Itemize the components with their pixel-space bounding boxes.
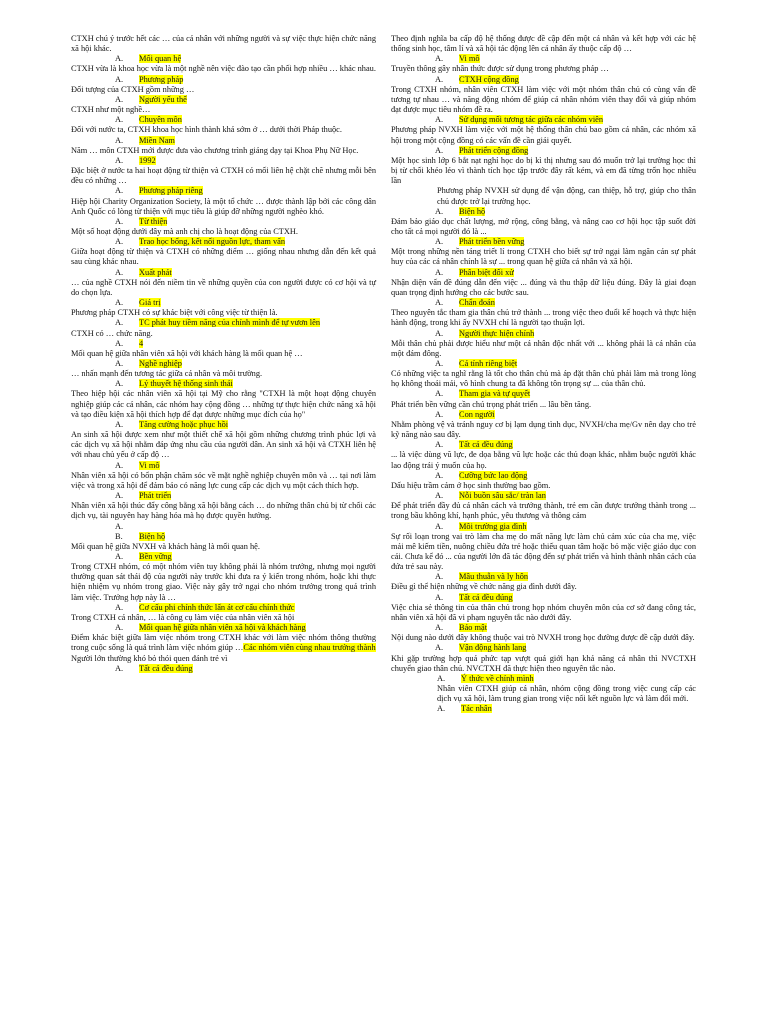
answer-line [71,95,376,105]
answer-line [391,572,696,582]
option-letter: A. [115,155,124,165]
option-letter: A. [115,491,124,501]
question-text: Đảm bảo giáo dục chất lượng, mở rộng, công bằng, và nâng cao cơ hội học tập suốt đời cho tất cả mọi người đó là ... [391,216,696,236]
answer-line [71,318,376,328]
answer-line [391,674,696,684]
question-text-part: Điểm khác biệt giữa làm việc nhóm trong CTXH khác với làm việc nhóm thông thường trong cuộc sống là quá trình làm việc nhóm giúp … [71,633,376,653]
question-text: … nhấn mạnh đến tương tác giữa cá nhân và môi trường. [71,369,263,379]
highlighted-answer: Phát triển cộng đồng [459,145,529,155]
answer-line [391,491,696,501]
highlighted-answer: Nghề nghiệp [139,359,182,368]
question-text: Đặc biệt ở nước ta hai hoạt động từ thiện và CTXH có mối liên hệ chặt chẽ nhưng mỗi bên đều có những … [71,166,376,186]
question-text: Việc chia sẻ thông tin của thân chủ trong họp nhóm chuyên môn của cơ sở đang công tác, nhân viên xã hội đã vi phạm nguyên tắc nào dưới đây. [391,602,696,622]
answer-line [71,237,376,247]
option-letter: A. [115,419,124,429]
highlighted-answer: Trao học bổng, kết nối nguồn lực, tham vấn [139,237,286,247]
option-letter: A. [115,267,124,277]
answer-line [71,491,376,501]
option-letter: A. [435,592,444,602]
option-letter: A. [435,389,444,399]
option-letter: A. [435,298,444,308]
question-text: Mỗi thân chủ phải được hiểu như một cá nhân độc nhất với ... không phải là cá nhân của một đám đông. [391,338,696,358]
answer-line [71,522,376,532]
option-letter: A. [115,359,124,368]
answer-line [391,207,696,217]
option-letter: A. [115,602,124,612]
highlighted-answer: Vi mô [139,460,160,470]
highlighted-answer: 1992 [139,155,156,165]
question-text: Mối quan hệ giữa NVXH và khách hàng là mối quan hệ. [71,541,260,551]
answer-line [391,268,696,278]
option-letter: A. [435,54,444,64]
option-letter: A. [115,135,124,145]
highlighted-answer: Vi mô [459,54,480,64]
option-letter: A. [115,186,124,196]
highlighted-answer: Mối quan hệ giữa nhân viên xã hội và khách hàng [139,623,306,633]
answer-line [391,329,696,339]
answer-line [71,623,376,633]
question-text: Theo nguyên tắc tham gia thân chủ trở thành ... trong việc theo đuổi kế hoạch và thực hiện hành động, trong khi ấy NVXH chỉ là người tạo thuận lợi. [391,308,696,328]
answer-line [391,359,696,369]
question-text [71,633,376,653]
option-letter: A. [115,623,124,633]
option-letter: A. [115,663,124,673]
answer-line [71,298,376,308]
answer-line [391,115,696,125]
highlighted-answer: Cá tính riêng biệt [459,359,518,368]
option-letter: A. [435,328,444,338]
option-letter: A. [435,115,444,125]
answer-line [391,54,696,64]
highlighted-answer: Con người [459,409,495,419]
answer-line [391,440,696,450]
highlighted-answer: TC phát huy tiềm năng của chính mình để tự vươn lên [139,318,320,328]
question-text: Giữa hoạt động từ thiện và CTXH có những điểm … giống nhau nhưng dẫn đến kết quả sau cùng khác nhau. [71,247,376,267]
question-text: An sinh xã hội được xem như một thiết chế xã hội gồm những chương trình phúc lợi và các dịch vụ xã hội nhằm đáp ứng nhu cầu của người dân. An sinh xã hội và CTXH liên hệ với nhau chủ yếu ở cấp độ … [71,430,376,460]
highlighted-answer: Lý thuyết hệ thống sinh thái [139,379,233,389]
highlighted-answer: Các nhóm viên cùng nhau trưởng thành [243,643,376,653]
question-text: Một số hoạt động dưới đây mà anh chị cho là hoạt động của CTXH. [71,226,298,236]
highlighted-answer: Phương pháp [139,74,184,84]
question-text: Nhân viên xã hội thúc đẩy công bằng xã hội bằng cách … do những thân chủ bị từ chối các dịch vụ, tài nguyên hay hàng hóa mà họ được quyền hưởng. [71,501,376,521]
option-letter: B. [115,531,123,541]
question-text: … của nghề CTXH nói đến niềm tin về những quyền của con người được có cơ hội và tự do chọn lựa. [71,277,376,297]
question-text: Trong CTXH nhóm, nhân viên CTXH làm việc với một nhóm thân chủ có cùng vấn đề tương tự nhau … và năng động nhóm để giúp cá nhân nhóm viên thay đổi và giúp nhóm đạt được mục tiêu nhóm đề ra. [391,84,696,115]
highlighted-answer: Biện hộ [139,531,166,541]
highlighted-answer: Ý thức về chính mình [461,673,534,683]
option-letter: A. [435,470,444,480]
answer-line [391,389,696,399]
question-text: Sự rối loạn trong vai trò làm cha mẹ do mất năng lực làm chủ cảm xúc của cha mẹ, việc mải mê kiếm tiền, nuông chiều đứa trẻ hoặc thiếu quan tâm hoặc bỏ mặc việc giáo dục con cái. Chưa kể đó ... của người lớn đã tác động đến sự phát triển và hình thành nhân cách của đứa trẻ sau này. [391,531,696,572]
answer-line [71,379,376,389]
highlighted-answer: Tất cả đều đúng [139,663,193,673]
question-text: Một học sinh lớp 6 bắt nạt nghỉ học do bị kì thị nhưng sau đó muốn trở lại trường học thì bị từ chối khéo léo vì thành tích học tập trước đây rất kém, và em đã từng trốn học nhiều lần [391,155,696,186]
answer-line [71,339,376,349]
option-letter: A. [435,572,444,582]
question-text: Nhân viên xã hội có bổn phận chăm sóc về mặt nghề nghiệp chuyên môn và … tại nơi làm việc và trong xã hội để đảm bảo có năng lực cung cấp các dịch vụ một cách thích hợp. [71,470,376,490]
highlighted-answer: Bền vững [139,551,172,561]
question-text: CTXH có … chức năng. [71,328,153,338]
question-text: Phương pháp NVXH sử dụng để vận động, can thiệp, hỗ trợ, giúp cho thân chủ được trở lại trường học. [437,186,696,206]
answer-line [71,420,376,430]
answer-line [71,75,376,85]
answer-line [71,136,376,146]
question-text: Theo hiệp hội các nhân viên xã hội tại Mỹ cho rằng "CTXH là một hoạt động chuyên nghiệp giúp các cá nhân, các nhóm hay cộng đồng … những tự thực hiện chức năng xã hội và tạo điều kiện xã hội thích hợp để đạt được những mục đích của họ" [71,389,376,419]
highlighted-answer: Phương pháp riêng [139,186,203,196]
option-letter: A. [115,54,124,64]
highlighted-answer: Xuất phát [139,267,172,277]
highlighted-answer: Người yếu thế [139,94,187,104]
highlighted-answer: Tăng cường hoặc phục hồi [139,419,229,429]
answer-line [391,298,696,308]
option-letter: A. [435,74,444,84]
option-letter: A. [115,237,124,247]
question-text: Người lớn thường khó bỏ thói quen đánh trẻ vì [71,653,228,663]
question-text: Nhận diện vấn đề đúng dẫn đến việc ... đúng và thu thập dữ liệu đúng. Đây là giai đoạn quan trọng định hướng cho các bước sau. [391,277,696,297]
option-letter: A. [115,94,124,104]
question-text: Truyền thông gây nhân thức được sử dụng trong phương pháp … [391,64,609,74]
highlighted-answer: Tất cả đều đúng [459,440,513,450]
answer-line [391,471,696,481]
highlighted-answer: Sử dụng mối tương tác giữa các nhóm viên [459,115,604,125]
answer-line [391,593,696,603]
option-letter: A. [115,216,124,226]
answer-line [71,603,376,613]
question-text: Năm … môn CTXH mới được đưa vào chương trình giảng dạy tại Khoa Phụ Nữ Học. [71,145,359,155]
question-text: Hiệp hội Charity Organization Society, là một tổ chức … được thành lập bởi các công dân Anh Quốc có lòng từ thiện với mục tiêu là giúp đỡ những người nghèo khó. [71,196,376,216]
answer-line [71,268,376,278]
highlighted-answer: Từ thiện [139,216,168,226]
highlighted-answer: Cơ cấu phi chính thức lấn át cơ cấu chính thức [139,602,295,612]
option-letter: A. [115,338,124,348]
question-text: Phương pháp NVXH làm việc với một hệ thống thân chủ bao gồm cá nhân, các nhóm xã hội trong một cộng đồng có các vấn đề cần giải quyết. [391,125,696,145]
option-letter: A. [435,145,444,155]
option-letter: A. [435,440,444,450]
question-text: CTXH như một nghề… [71,105,151,115]
highlighted-answer: Mâu thuẫn và ly hôn [459,572,529,582]
highlighted-answer: Tất cả đều đúng [459,592,513,602]
answer-line [71,461,376,471]
highlighted-answer: Môi trường gia đình [459,521,527,531]
option-letter: A. [435,206,444,216]
option-letter: A. [115,460,124,470]
left-column [71,34,376,674]
option-letter: A. [437,704,446,714]
question-text: Phát triển bền vững cần chú trọng phát triển ... lâu bền tăng. [391,399,592,409]
question-text: Đối tượng của CTXH gồm những … [71,84,195,94]
answer-line [391,704,696,714]
option-letter: A. [435,409,444,419]
question-text: Nhân viên CTXH giúp cá nhân, nhóm cộng đồng trong việc cung cấp các dịch vụ xã hội, làm trung gian trong việc nối kết nguồn lực và làm đổi mới. [437,684,696,704]
question-text: CTXH chú ý trước hết các … của cá nhân với những người và sự việc thực hiện chức năng xã hội khác. [71,34,376,54]
answer-line [71,217,376,227]
answer-line [71,115,376,125]
option-letter: A. [435,623,444,633]
answer-line [391,146,696,156]
highlighted-answer: Chuyên môn [139,115,182,125]
question-text: Đối với nước ta, CTXH khoa học hình thành khá sớm ở … dưới thời Pháp thuộc. [71,125,342,135]
question-text: Điều gì thể hiện những về chức năng gia đình dưới đây. [391,582,577,592]
option-letter: A. [435,491,444,501]
highlighted-answer: Vận động hành lang [459,643,527,653]
highlighted-answer: Phát triển [139,491,172,501]
answer-line [71,54,376,64]
option-letter: A. [435,237,444,247]
answer-line [71,359,376,369]
highlighted-answer: Phát triển bền vững [459,237,525,247]
highlighted-answer: Tham gia và tự quyết [459,389,531,399]
option-letter: A. [115,298,124,308]
highlighted-answer: CTXH cộng đồng [459,74,519,84]
answer-line [391,643,696,653]
question-text: Phương pháp CTXH có sự khác biệt với công việc từ thiện là. [71,308,278,318]
question-text: Mối quan hệ giữa nhân viên xã hội với khách hàng là mối quan hệ … [71,348,303,358]
question-text: Một trong những nền tảng triết lí trong CTXH cho biết sự trở ngại làm ngăn cản sự phát huy của các cá nhân chính là sự ... trong quan hệ giữa cá nhân và xã hội. [391,247,696,267]
option-letter: A. [435,267,444,277]
highlighted-answer: Chẩn đoán [459,298,495,308]
highlighted-answer: Người thực hiện chính [459,328,535,338]
highlighted-answer: Miền Nam [139,135,175,145]
highlighted-answer: 4 [139,338,144,348]
option-letter: A. [115,318,124,328]
answer-line [71,532,376,542]
answer-line [391,623,696,633]
question-text: Để phát triển đầy đủ cá nhân cách và trưởng thành, trẻ em cần được trưởng thành trong ... trong bầu không khí, hạnh phúc, yêu thương và thông cảm [391,501,696,521]
highlighted-answer: Giá trị [139,298,161,308]
option-letter: A. [115,115,124,125]
question-text: CTXH vừa là khoa học vừa là một nghề nên việc đào tạo cần phối hợp nhiều … khác nhau. [71,64,376,74]
question-text: Theo định nghĩa ba cấp độ hệ thống được đề cập đến một cá nhân và kết hợp với các hệ thống sinh học, tâm lí và xã hội tác động lên cá nhân ấy thuộc cấp độ … [391,34,696,54]
option-letter: A. [435,359,444,368]
answer-line [391,522,696,532]
question-text: Khi gặp trường hợp quá phức tạp vượt quá giới hạn khả năng cá nhân thì NVCTXH chuyển giao thân chủ. NVCTXH đã thực hiện theo nguyên tắc nào. [391,653,696,673]
question-text: Nhằm phòng vệ và tránh nguy cơ bị lạm dụng tình dục, NVXH/cha mẹ/Gv nên dạy cho trẻ kỹ năng nào sau đây. [391,419,696,440]
option-letter: A. [435,643,444,653]
question-text: Trong CTXH cá nhân, … là công cụ làm việc của nhân viên xã hội [71,612,295,622]
highlighted-answer: Phân biệt đối xử [459,267,514,277]
question-text: ... là việc dùng vũ lực, đe dọa bằng vũ lực hoặc các thủ đoạn khác, nhằm buộc người khác lao động trái ý muốn của họ. [391,450,696,470]
answer-line [391,75,696,85]
option-letter: A. [437,673,446,683]
right-column [391,34,696,714]
highlighted-answer: Cưỡng bức lao động [459,470,528,480]
answer-line [391,410,696,420]
highlighted-answer: Biện hộ [459,206,486,216]
option-letter: A. [435,521,444,531]
highlighted-answer: Mối quan hệ [139,54,182,64]
question-text: Dấu hiệu trầm cảm ở học sinh thường bao gồm. [391,480,551,490]
question-text: Nội dung nào dưới đây không thuộc vai trò NVXH trong học đường được đề cập dưới đây. [391,633,695,643]
answer-line [71,186,376,196]
highlighted-answer: Bảo mật [459,623,488,633]
answer-line [71,552,376,562]
option-letter: A. [115,521,124,531]
question-text: Có những việc ta nghĩ rằng là tốt cho thân chủ mà áp đặt thân chủ phải làm mà trong lòng họ không thoải mái, vô hình chung ta đã không tôn trọng sự ... của thân chủ. [391,369,696,389]
answer-line [71,156,376,166]
highlighted-answer: Tác nhân [461,704,492,714]
answer-line [71,664,376,674]
option-letter: A. [115,379,124,389]
option-letter: A. [115,74,124,84]
highlighted-answer: Nỗi buồn sâu sắc/ tràn lan [459,491,546,501]
answer-line [391,237,696,247]
question-text: Trong CTXH nhóm, có một nhóm viên tuy không phải là nhóm trưởng, nhưng mọi người thường quan sát thái độ của người này trước khi đưa ra ý kiến trong nhóm, hoặc khi thực hiện nhiệm vụ nhóm trong giao. Việc này gây trở ngại cho nhóm trưởng trong quá trình làm việc. Trưởng hợp này là … [71,562,376,602]
option-letter: A. [115,551,124,561]
